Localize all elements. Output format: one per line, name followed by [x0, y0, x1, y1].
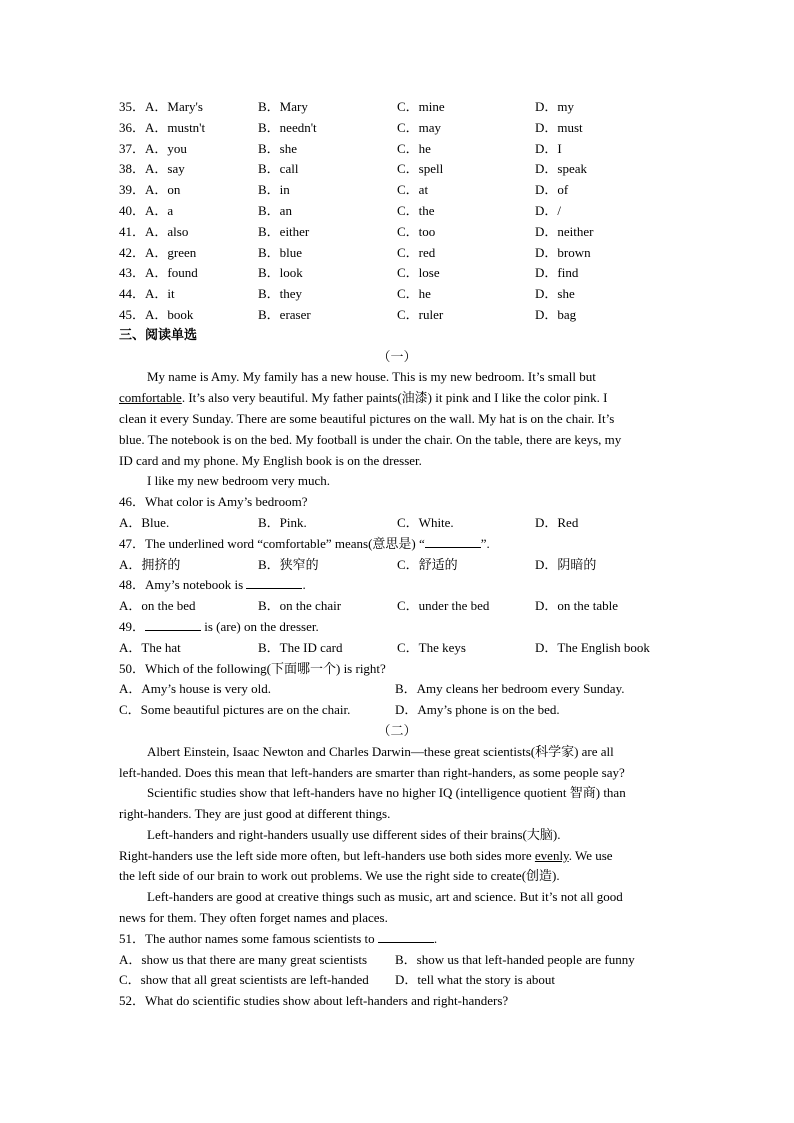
- option-c[interactable]: C．mine: [397, 99, 445, 114]
- option-c[interactable]: C．red: [397, 244, 436, 260]
- question-46-options: [119, 513, 675, 534]
- cloze-options-list: [119, 97, 675, 326]
- option-d[interactable]: D．Red: [535, 514, 579, 530]
- option-a[interactable]: 40．A．a: [119, 202, 174, 218]
- option-d[interactable]: D．she: [535, 286, 575, 302]
- option-c[interactable]: C．he: [397, 286, 431, 302]
- question-49-stem: 49． is (are) on the dresser.: [119, 618, 319, 634]
- question-number: 38: [119, 161, 132, 177]
- option-a-text[interactable]: A．on: [145, 182, 181, 198]
- option-b[interactable]: B．Pink.: [258, 514, 307, 530]
- option-c[interactable]: C．spell: [397, 161, 444, 177]
- passage2-heading: （二）: [377, 722, 417, 738]
- option-a[interactable]: 42．A．green: [119, 244, 197, 260]
- option-b[interactable]: B．an: [258, 202, 292, 218]
- option-a-text[interactable]: A．book: [145, 306, 194, 322]
- option-c[interactable]: C．show that all great scientists are left-handed: [119, 972, 369, 988]
- passage2-line: Albert Einstein, Isaac Newton and Charles Darwin—these great scientists(科学家) are all: [147, 743, 614, 759]
- option-a[interactable]: 44．A．it: [119, 286, 175, 302]
- question-48-stem: 48．Amy’s notebook is .: [119, 577, 306, 593]
- question-number: 41: [119, 223, 132, 239]
- option-b[interactable]: B．either: [258, 223, 310, 239]
- question-number: 35: [119, 99, 132, 114]
- passage2-line: Scientific studies show that left-handers have no higher IQ (intelligence quotient 智商) than: [147, 785, 626, 801]
- option-a-text[interactable]: A．it: [145, 286, 175, 302]
- question-52-stem: 52．What do scientific studies show about left-handers and right-handers?: [119, 993, 509, 1009]
- question-51-stem: 51．The author names some famous scientists to .: [119, 930, 438, 946]
- option-d[interactable]: D．tell what the story is about: [395, 972, 555, 988]
- cloze-question-41: [119, 222, 675, 243]
- option-c[interactable]: C．at: [397, 182, 429, 198]
- passage2-line: Right-handers use the left side more often, but left-handers use both sides more evenly. We use: [119, 847, 613, 863]
- cloze-question-38: [119, 159, 675, 180]
- passage2-line: news for them. They often forget names and places.: [119, 910, 388, 926]
- option-d[interactable]: D．Amy’s phone is on the bed.: [395, 702, 560, 718]
- option-a-text[interactable]: A．a: [145, 202, 174, 218]
- passage2-line: the left side of our brain to work out problems. We use the right side to create(创造).: [119, 868, 560, 884]
- option-c[interactable]: C．ruler: [397, 306, 444, 322]
- option-b[interactable]: B．on the chair: [258, 598, 342, 614]
- question-47-options: [119, 555, 675, 576]
- cloze-question-40: [119, 201, 675, 222]
- question-number: 44: [119, 286, 132, 302]
- option-a[interactable]: A．show us that there are many great scientists: [119, 951, 368, 967]
- answer-blank[interactable]: [425, 535, 481, 548]
- option-a[interactable]: A．Amy’s house is very old.: [119, 681, 272, 697]
- option-a[interactable]: A．The hat: [119, 639, 181, 655]
- underlined-word: comfortable: [119, 390, 182, 406]
- answer-blank[interactable]: [378, 930, 434, 943]
- option-a[interactable]: 38．A．say: [119, 161, 185, 177]
- option-a-text[interactable]: A．mustn't: [145, 119, 206, 135]
- cloze-question-36: [119, 118, 675, 139]
- passage1-line: comfortable. It’s also very beautiful. My father paints(油漆) it pink and I like the color pink. I: [119, 390, 608, 406]
- option-d[interactable]: D．must: [535, 119, 583, 135]
- option-d[interactable]: D．阴暗的: [535, 556, 597, 572]
- option-d[interactable]: D．on the table: [535, 598, 619, 614]
- option-d[interactable]: D．of: [535, 182, 569, 198]
- option-a-text[interactable]: A．found: [145, 265, 198, 281]
- option-c[interactable]: C．舒适的: [397, 556, 458, 572]
- option-d[interactable]: D．speak: [535, 161, 587, 177]
- cloze-question-43: [119, 263, 675, 284]
- option-d[interactable]: D．bag: [535, 306, 577, 322]
- option-a[interactable]: 36．A．mustn't: [119, 119, 206, 135]
- question-49-options: [119, 638, 675, 659]
- question-46-stem: 46．What color is Amy’s bedroom?: [119, 494, 308, 510]
- option-b[interactable]: B．look: [258, 265, 303, 281]
- option-b[interactable]: B．needn't: [258, 119, 317, 135]
- option-b[interactable]: B．eraser: [258, 306, 311, 322]
- option-a-text[interactable]: A．you: [145, 140, 187, 156]
- option-c[interactable]: C．White.: [397, 514, 454, 530]
- option-b[interactable]: B．she: [258, 140, 298, 156]
- option-d[interactable]: D．neither: [535, 223, 594, 239]
- option-a[interactable]: 43．A．found: [119, 265, 198, 281]
- passage2-line: left-handed. Does this mean that left-handers are smarter than right-handers, as some people say?: [119, 764, 625, 780]
- option-b[interactable]: B．in: [258, 182, 290, 198]
- option-d[interactable]: D．brown: [535, 244, 591, 260]
- option-b[interactable]: B．狭窄的: [258, 556, 319, 572]
- option-a-text[interactable]: A．Mary's: [145, 99, 203, 114]
- option-a-text[interactable]: A．green: [145, 244, 197, 260]
- option-a[interactable]: 37．A．you: [119, 140, 187, 156]
- option-a-text[interactable]: A．say: [145, 161, 185, 177]
- option-b[interactable]: B．call: [258, 161, 299, 177]
- cloze-question-45: [119, 305, 675, 326]
- question-number: 43: [119, 265, 132, 281]
- option-c[interactable]: C．lose: [397, 265, 440, 281]
- option-c[interactable]: C．Some beautiful pictures are on the chair.: [119, 702, 351, 718]
- option-d[interactable]: D．I: [535, 140, 562, 156]
- cloze-question-44: [119, 284, 675, 305]
- question-50-stem: 50．Which of the following(下面哪一个) is right?: [119, 660, 386, 676]
- option-a[interactable]: A．拥挤的: [119, 556, 181, 572]
- passage1-line: clean it every Sunday. There are some beautiful pictures on the wall. My hat is on the chair. It’s: [119, 410, 615, 426]
- question-48-options: [119, 596, 675, 617]
- option-c[interactable]: C．the: [397, 202, 435, 218]
- option-a[interactable]: 35．A．Mary's: [119, 99, 203, 114]
- option-a[interactable]: A．Blue.: [119, 514, 170, 530]
- option-b[interactable]: B．they: [258, 286, 303, 302]
- option-b[interactable]: B．Amy cleans her bedroom every Sunday.: [395, 681, 625, 697]
- option-c[interactable]: C．may: [397, 119, 442, 135]
- passage2-line: right-handers. They are just good at different things.: [119, 806, 391, 822]
- option-a[interactable]: 45．A．book: [119, 306, 194, 322]
- passage1-line: I like my new bedroom very much.: [147, 473, 331, 489]
- section-title: 三、阅读单选: [119, 327, 198, 343]
- passage1-line: blue. The notebook is on the bed. My football is under the chair. On the table, there are keys, my: [119, 431, 622, 447]
- option-c[interactable]: C．he: [397, 140, 431, 156]
- option-d[interactable]: D．The English book: [535, 639, 650, 655]
- option-a[interactable]: A．on the bed: [119, 598, 196, 614]
- option-c[interactable]: C．The keys: [397, 639, 466, 655]
- question-number: 45: [119, 306, 132, 322]
- passage2-line: Left-handers are good at creative things such as music, art and science. But it’s not all good: [147, 889, 623, 905]
- passage1-line: My name is Amy. My family has a new house. This is my new bedroom. It’s small but: [147, 369, 596, 385]
- cloze-question-39: [119, 180, 675, 201]
- option-c[interactable]: C．too: [397, 223, 436, 239]
- cloze-question-35: [119, 97, 675, 118]
- question-number: 42: [119, 244, 132, 260]
- option-a-text[interactable]: A．also: [145, 223, 189, 239]
- question-50-options-row1: [119, 679, 675, 700]
- option-c[interactable]: C．under the bed: [397, 598, 490, 614]
- underlined-word: evenly: [534, 847, 569, 863]
- option-b[interactable]: B．show us that left-handed people are funny: [395, 951, 635, 967]
- passage2-line: Left-handers and right-handers usually use different sides of their brains(大脑).: [147, 826, 561, 842]
- option-a[interactable]: 39．A．on: [119, 182, 181, 198]
- question-number: 36: [119, 119, 132, 135]
- option-d[interactable]: D．my: [535, 99, 575, 114]
- answer-blank[interactable]: [246, 576, 302, 589]
- answer-blank[interactable]: [145, 618, 201, 631]
- question-51-options-row1: [119, 950, 675, 971]
- question-number: 40: [119, 202, 132, 218]
- cloze-question-42: [119, 243, 675, 264]
- question-number: 37: [119, 140, 132, 156]
- question-50-options-row2: [119, 700, 675, 721]
- option-b[interactable]: B．Mary: [258, 99, 308, 114]
- cloze-question-37: [119, 139, 675, 160]
- question-number: 39: [119, 182, 132, 198]
- option-b[interactable]: B．The ID card: [258, 639, 343, 655]
- page-content: [119, 97, 675, 1012]
- passage1-heading: （一）: [377, 348, 417, 364]
- option-a[interactable]: 41．A．also: [119, 223, 189, 239]
- question-47-stem: 47．The underlined word “comfortable” means(意思是) “ ”.: [119, 535, 490, 551]
- passage1-line: ID card and my phone. My English book is on the dresser.: [119, 452, 422, 468]
- option-d[interactable]: D．find: [535, 265, 579, 281]
- option-d[interactable]: D．/: [535, 202, 562, 218]
- option-b[interactable]: B．blue: [258, 244, 303, 260]
- question-51-options-row2: [119, 970, 675, 991]
